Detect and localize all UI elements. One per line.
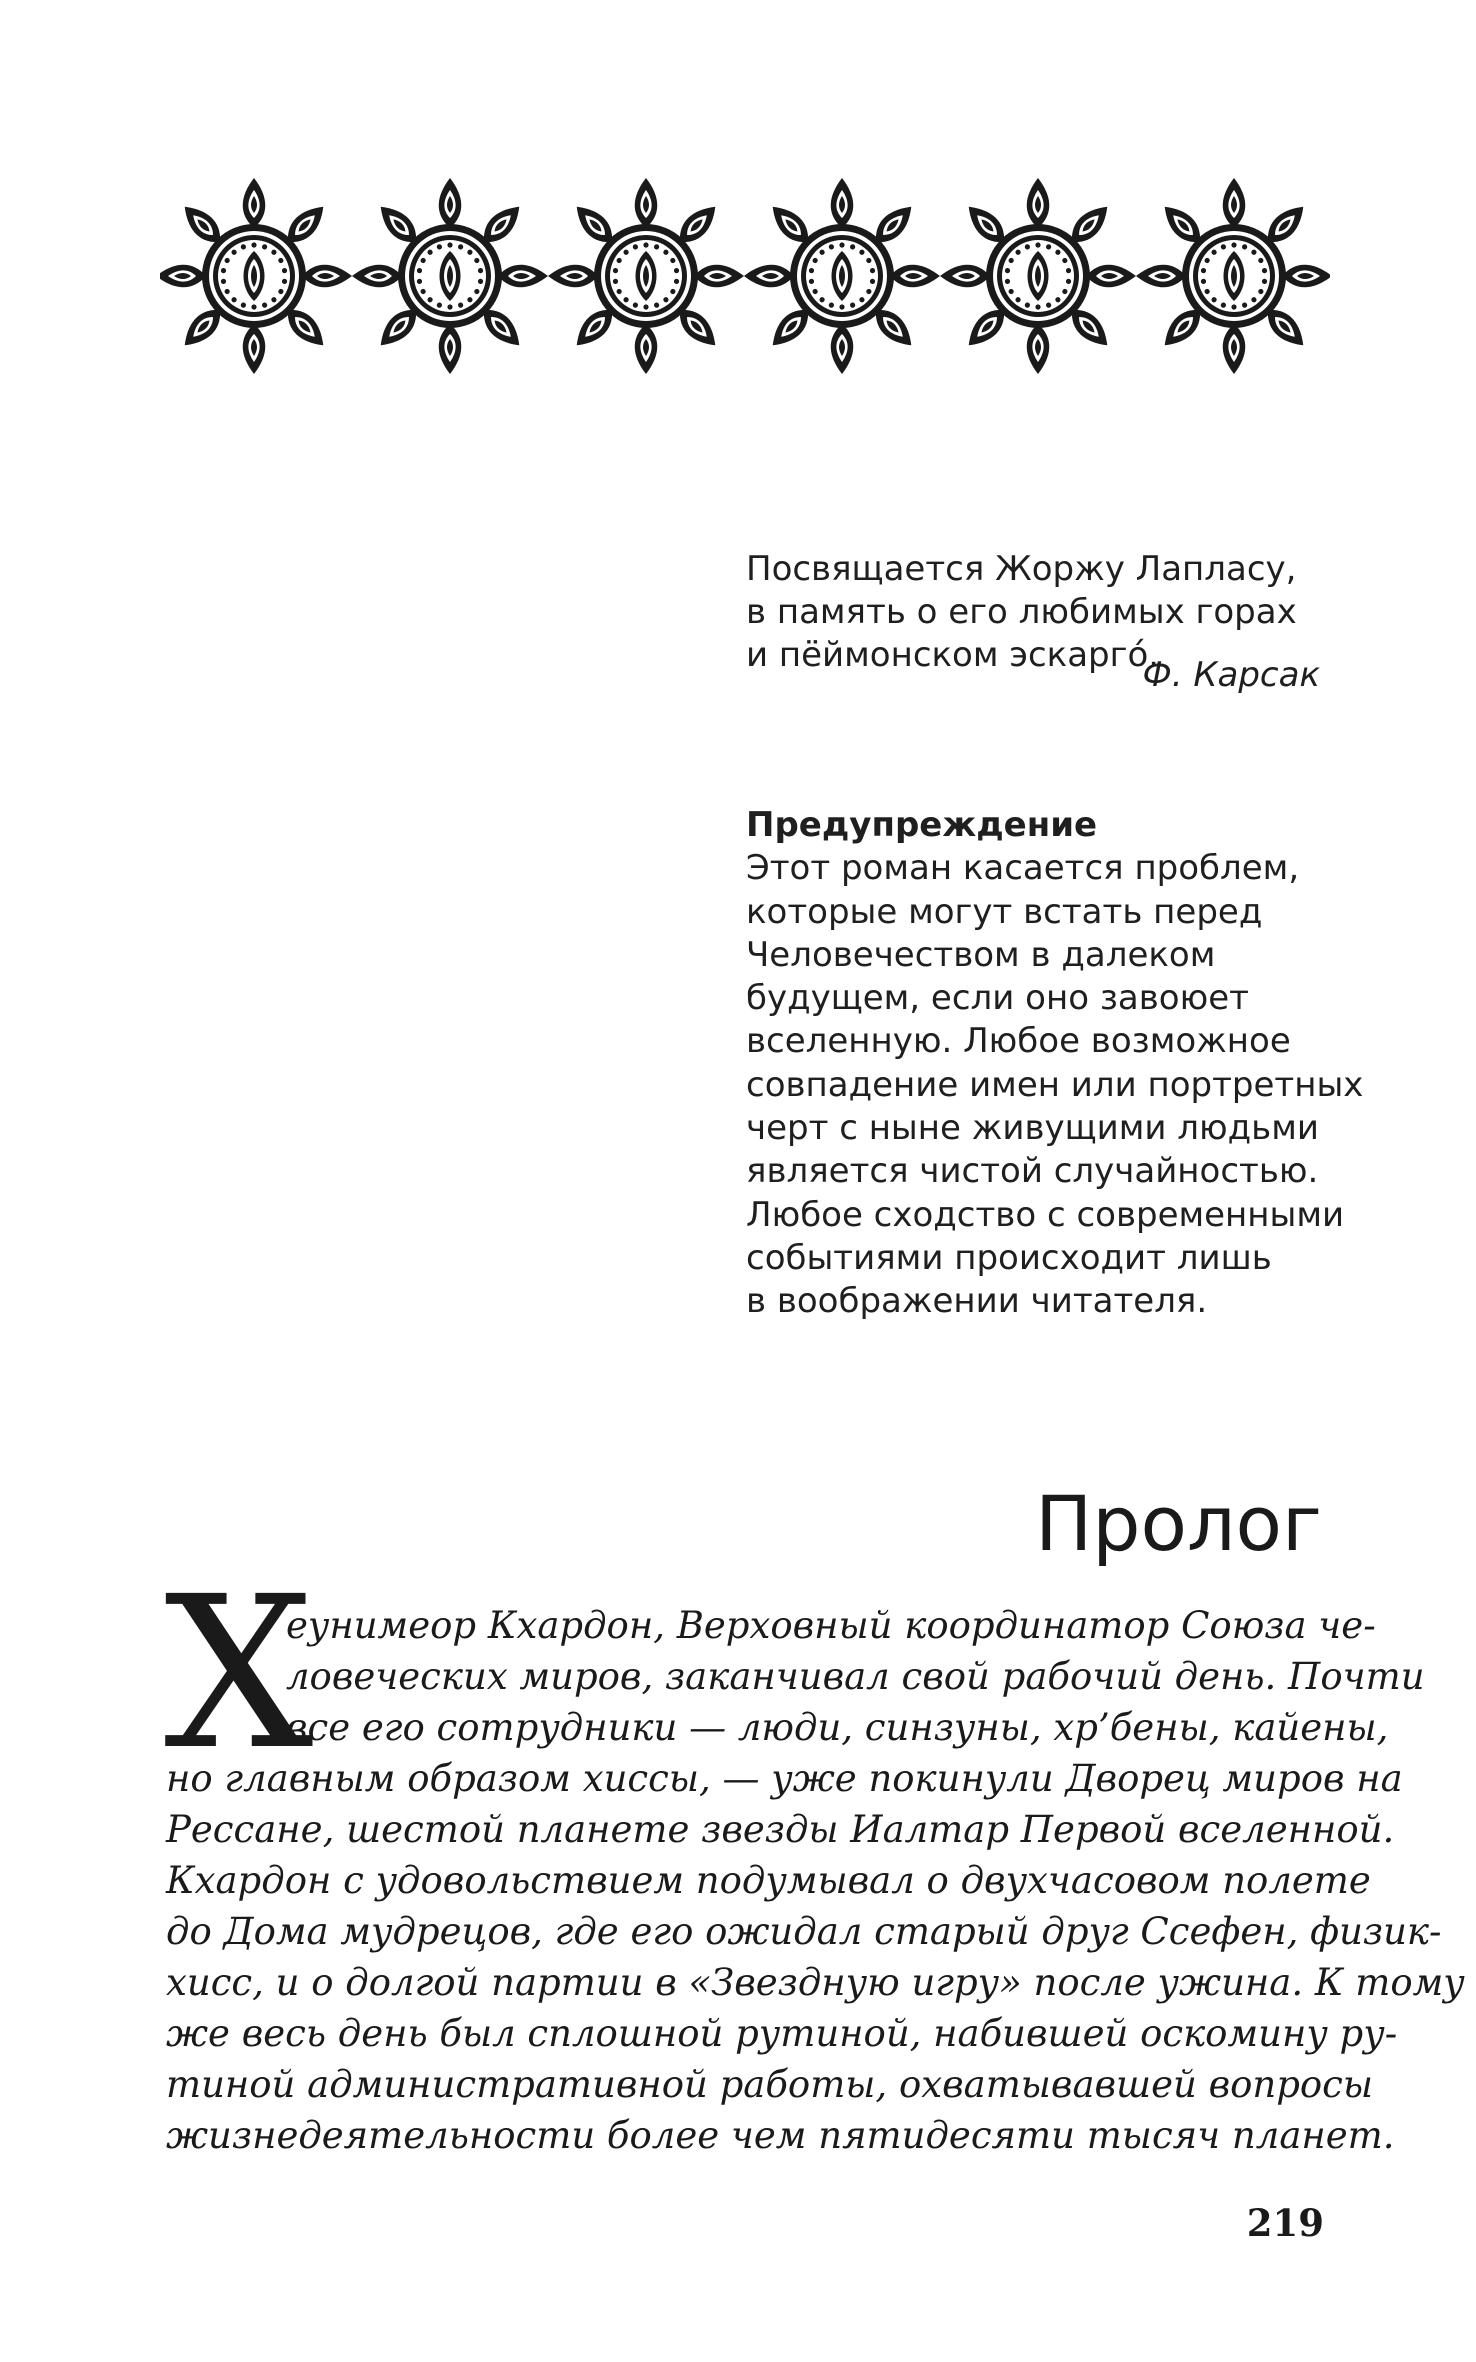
flower-ornament-icon — [744, 178, 940, 374]
dedication-line: и пёймонском эскарго́. — [746, 635, 1160, 675]
paragraph-line: до Дома мудрецов, где его ожидал старый друг Ссефен, физик- — [166, 1910, 1442, 1953]
paragraph-line: хисс, и о долгой партии в «Звездную игру» после ужина. К тому — [166, 1961, 1465, 2004]
dedication-line: в память о его любимых горах — [746, 592, 1297, 632]
paragraph-line: жизнедеятельности более чем пятидесяти тысяч планет. — [166, 2114, 1395, 2157]
flower-ornament-icon — [548, 178, 744, 374]
paragraph-line: еунимеор Кхардон, Верховный координатор Союза че- — [286, 1604, 1376, 1647]
warning-line: черт с ныне живущими людьми — [746, 1108, 1319, 1149]
warning-line: Человечеством в далеком — [746, 934, 1216, 975]
page-number: 219 — [1246, 2201, 1324, 2245]
paragraph-line: но главным образом хиссы, — уже покинули Дворец миров на — [166, 1757, 1403, 1800]
warning-line: совпадение имен или портретных — [746, 1064, 1364, 1105]
warning-line: будущем, если оно завоюет — [746, 978, 1249, 1019]
warning-line: Этот роман касается проблем, — [746, 848, 1300, 889]
warning-line: является чистой случайностью. — [746, 1151, 1319, 1192]
warning-line: Любое сходство с современными — [746, 1194, 1345, 1235]
warning-line: вселенную. Любое возможное — [746, 1021, 1291, 1062]
warning-line: которые могут встать перед — [746, 891, 1263, 932]
paragraph-line: Кхардон с удовольствием подумывал о двухчасовом полете — [166, 1859, 1371, 1902]
prologue-paragraph-start — [286, 1600, 1425, 1753]
paragraph-line: Рессане, шестой планете звезды Иалтар Первой вселенной. — [166, 1808, 1395, 1851]
paragraph-line: же весь день был сплошной рутиной, набившей оскомину ру- — [166, 2012, 1398, 2055]
chapter-title: Пролог — [1035, 1479, 1322, 1568]
warning-line: в воображении читателя. — [746, 1281, 1208, 1322]
prologue-paragraph-continued — [166, 1753, 1465, 2161]
paragraph-line: тиной административной работы, охватывавшей вопросы — [166, 2063, 1374, 2106]
decorative-ornament-band — [160, 172, 1330, 380]
flower-ornament-icon — [940, 178, 1136, 374]
warning-heading: Предупреждение — [746, 805, 1098, 845]
paragraph-line: все его сотрудники — люди, синзуны, хр’бены, кайены, — [286, 1706, 1389, 1749]
dedication-line: Посвящается Жоржу Лапласу, — [746, 549, 1297, 589]
flower-ornament-icon — [1136, 178, 1330, 374]
dedication-signature: Ф. Карсак — [1142, 655, 1320, 695]
warning-block — [746, 804, 1364, 1324]
warning-line: событиями происходит лишь — [746, 1237, 1272, 1278]
flower-ornament-icon — [352, 178, 548, 374]
flower-ornament-icon — [160, 178, 352, 374]
paragraph-line: ловеческих миров, заканчивал свой рабочий день. Почти — [286, 1655, 1425, 1698]
drop-cap: Х — [164, 1551, 314, 1796]
